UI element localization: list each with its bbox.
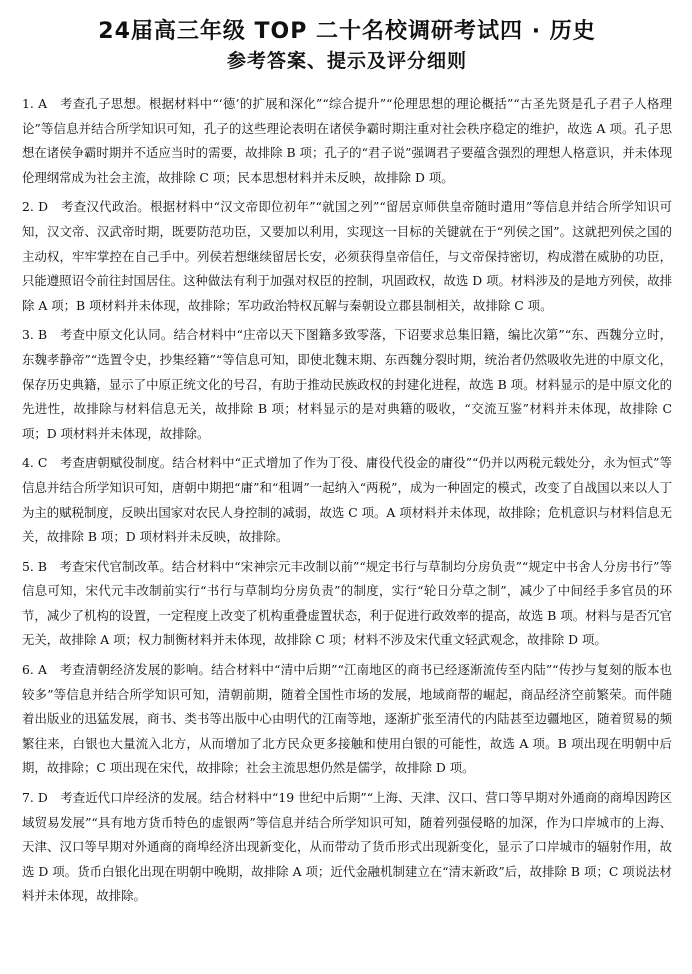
answer-text: 7. D 考查近代口岸经济的发展。结合材料中“19 世纪中后期”“上海、天津、汉口、营口等早期对外通商的商埠因跨区域贸易发展”“具有地方货币特色的虚银两”等信息并结合所学知识可知，随着列强侵略的加深，作为口岸城市的上海、天津、汉口等早期对外通商的商埠经济出现新变化，从而带动了货币形式出现新变化，显示了口岸城市的辐射作用，故选 D 项。货币白银化出现在明朝中晚期，故排除 A 项；近代金融机制建立在“清末新政”后，故排除 B 项；C 项说法材料并未体现，故排除。 (22, 790, 672, 904)
answer-item-6 (22, 658, 672, 781)
document-subtitle: 参考答案、提示及评分细则 (226, 50, 467, 72)
answer-text: 1. A 考查孔子思想。根据材料中“‘德’的扩展和深化”“综合提升”“伦理思想的理论概括”“古圣先贤是孔子君子人格理论”等信息并结合所学知识可知，孔子的这些理论表明在诸侯争霸时期注重对社会秩序稳定的维护，故选 A 项。孔子思想在诸侯争霸时期并不适应当时的需要，故排除 B 项；孔子的“君子说”强调君子要蕴含强烈的理想人格意识，并未体现伦理纲常成为社会主流，故排除 C 项；民本思想材料并未反映，故排除 D 项。 (22, 96, 672, 185)
answer-item-3 (22, 323, 672, 446)
answer-text: 2. D 考查汉代政治。根据材料中“汉文帝即位初年”“就国之列”“留居京师供皇帝随时遣用”等信息并结合所学知识可知，汉文帝、汉武帝时期，既要防范功臣，又要加以利用，实现这一目标的关键就在于“列侯之国”。这就把列侯之国的主动权，牢牢掌控在自己手中。列侯若想继续留居长安，必须获得皇帝信任，与文帝保持密切，构成潜在威胁的功臣，只能遵照诏令前往封国居住。这种做法有利于加强对权臣的控制，巩固政权，故选 D 项。材料涉及的是地方列侯，故排除 A 项；B 项材料并未体现，故排除；军功政治特权瓦解与秦朝设立郡县制相关，故排除 C 项。 (22, 199, 672, 313)
answer-item-4 (22, 451, 672, 549)
answer-item-7 (22, 786, 672, 909)
answer-text: 4. C 考查唐朝赋役制度。结合材料中“正式增加了作为丁役、庸役代役金的庸役”“仍并以两税元载处分，永为恒式”等信息并结合所学知识可知，唐朝中期把“庸”和“租调”一起纳入“两税”，成为一种固定的模式，改变了自战国以来以人丁为主的赋税制度，反映出国家对农民人身控制的减弱，故选 C 项。A 项材料并未体现，故排除；危机意识与材料信息无关，故排除 B 项；D 项材料并未反映，故排除。 (22, 455, 672, 545)
answer-text: 6. A 考查清朝经济发展的影响。结合材料中“清中后期”“江南地区的商书已经逐渐流传至内陆”“传抄与复刻的版本也较多”等信息并结合所学知识可知，清朝前期，随着全国性市场的发展，地域商帮的崛起，商品经济空前繁荣。而伴随着出版业的迅猛发展，商书、类书等出版中心由明代的江南等地，逐渐扩张至清代的内陆甚至边疆地区，随着贸易的频繁往来，白银也大量流入北方，从而增加了北方民众更多接触和使用白银的可能性，故选 A 项。B 项出现在明朝中后期，故排除；C 项出现在宋代，故排除；社会主流思想仍然是儒学，故排除 D 项。 (22, 662, 672, 776)
answer-item-5 (22, 555, 672, 653)
answer-item-1 (22, 92, 672, 190)
answer-text: 3. B 考查中原文化认同。结合材料中“庄帝以天下图籍多致零落，下诏要求总集旧籍，编比次第”“东、西魏分立时，东魏孝静帝”“选置令史，抄集经籍”“等信息可知，即使北魏末期、东西魏分裂时期，统治者仍然吸收先进的中原文化，保存历史典籍，显示了中原正统文化的号召，有助于推动民族政权的封建化进程，故选 B 项。材料显示的是中原文化的先进性，故排除与材料信息无关，故排除 B 项；材料显示的是对典籍的吸收，“交流互鉴”材料并未体现，故排除 C 项；D 项材料并未体现，故排除。 (22, 327, 672, 441)
answer-text: 5. B 考查宋代官制改革。结合材料中“宋神宗元丰改制以前”“规定书行与草制均分房负责”“规定中书舍人分房书行”等信息可知，宋代元丰改制前实行“书行与草制均分房负责”的制度，实行“轮日分草之制”，减少了中间经手多官员的环节，减少了机构的设置，一定程度上改变了机构重叠虚置状态，利于促进行政效率的提高，故选 B 项。材料与是否冗官无关，故排除 A 项；权力制衡材料并未体现，故排除 C 项；材料不涉及宋代重文轻武观念，故排除 D 项。 (22, 558, 672, 648)
answer-list (22, 92, 672, 909)
document-title: 24届高三年级 TOP 二十名校调研考试四 · 历史 (98, 19, 596, 44)
answer-item-2 (22, 195, 672, 318)
